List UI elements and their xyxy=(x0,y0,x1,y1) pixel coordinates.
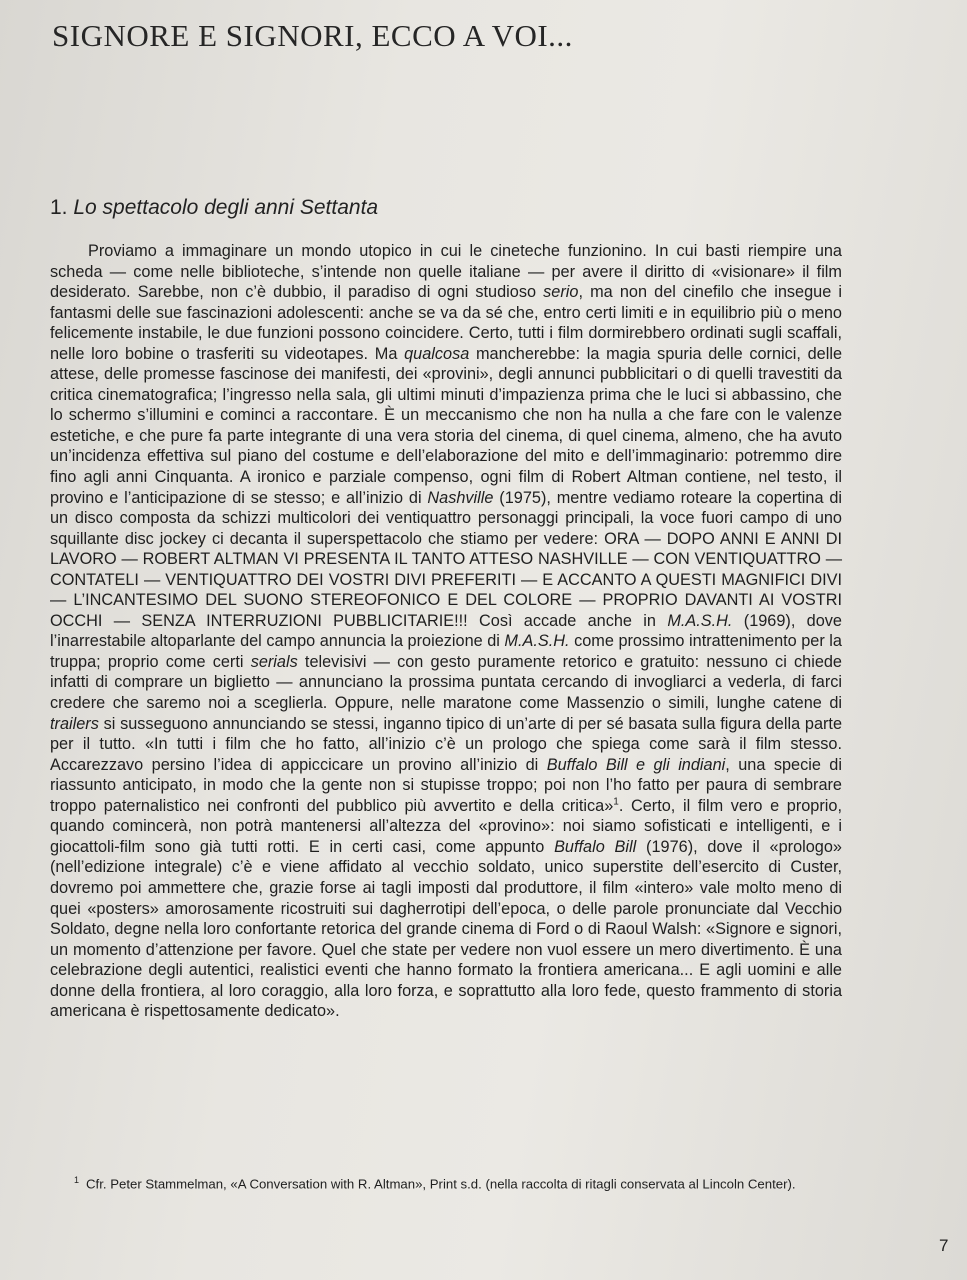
italic-text: serio xyxy=(543,283,579,302)
italic-text: serials xyxy=(250,652,298,671)
italic-text: M.A.S.H. xyxy=(667,611,733,630)
body-paragraph xyxy=(50,241,842,1022)
footnote-text xyxy=(86,1176,796,1191)
italic-text: Buffalo Bill e gli indiani xyxy=(546,755,726,774)
text-run: (1969), dove l’inarrestabile altoparlante del campo annuncia la proiezione di xyxy=(50,611,842,651)
text-run: Proviamo a immaginare un mondo utopico in cui le cineteche funzionino. In cui basti riempire una scheda — come nelle biblioteche, s’intende non quelle italiane — per avere il diritto di «visionare» il film desiderato. Sarebbe, non c’è dubbio, il paradiso di ogni studioso xyxy=(50,242,842,302)
italic-text: Buffalo Bill xyxy=(554,837,637,856)
italic-text: trailers xyxy=(50,714,99,733)
text-run: televisivi — con gesto puramente retorico e gratuito: nessuno ci chiede infatti di comprare un biglietto — annunciano la prossima puntata cercando di invogliarci a vederla, di farci credere che saremo noi a sceglierla. Oppure, nelle maratone come Massenzio o simili, lunghe catene di xyxy=(50,652,842,713)
page-number: 7 xyxy=(939,1236,949,1255)
chapter-title: SIGNORE E SIGNORI, ECCO A VOI... xyxy=(52,18,573,53)
italic-text: Print xyxy=(429,1176,457,1192)
footnote-mark: 1 xyxy=(74,1175,80,1185)
footnote xyxy=(47,1172,845,1192)
section-number: 1. xyxy=(50,196,68,219)
text-run: (1975), mentre vediamo roteare la copertina di un disco composta da schizzi multicolori dei ventiquattro personaggi principali, la voce fuori campo di uno squillante disc jockey ci decanta il superspettacolo che stiamo per vedere: ORA — DOPO ANNI E ANNI DI LAVORO — ROBERT ALTMAN VI PRESENTA IL TANTO ATTESO NASHVILLE — CON VENTIQUATTRO — CONTATELI — VENTIQUATTRO DEI VOSTRI DIVI PREFERITI — E ACCANTO A QUESTI MAGNIFICI DIVI — L’INCANTESIMO DEL SUONO STEREOFONICO E DEL COLORE — PROPRIO DAVANTI AI VOSTRI OCCHI — SENZA INTERRUZIONI PUBBLICITARIE!!! Così accade anche in xyxy=(50,488,842,630)
text-run: s.d. (nella raccolta di ritagli conservata al Lincoln Center). xyxy=(456,1176,796,1192)
italic-text: M.A.S.H. xyxy=(504,632,570,651)
text-run: , una specie di riassunto anticipato, in modo che la gente non si stupisse troppo; poi non l’ho fatto per paura di sembrare troppo paternalistico nei confronti del pubblico più avvertito e della critica» xyxy=(50,755,842,815)
section-title: Lo spettacolo degli anni Settanta xyxy=(73,196,379,219)
text-run: . Certo, il film vero e proprio, quando comincerà, non potrà mantenersi all’altezza del «provino»: noi siamo sofisticati e intelligenti, e i giocattoli-film sono già tutti rotti. E in certi casi, come appunto xyxy=(50,796,842,856)
text-run: Cfr. Peter Stammelman, «A Conversation with R. Altman», xyxy=(86,1176,430,1192)
text-run: come prossimo intrattenimento per la truppa; proprio come certi xyxy=(50,632,842,671)
text-run: , ma non del cinefilo che insegue i fantasmi delle sue fascinazioni adolescenti: anche se va da sé che, entro certi limiti e in equilibrio più o meno felicemente instabile, le due funzioni possono coincidere. Certo, tutti i film dormirebbero ordinati sugli scaffali, nelle loro bobine o trasferiti su videotapes. Ma xyxy=(50,283,843,363)
section-heading xyxy=(50,196,378,220)
body-text xyxy=(50,241,842,1022)
italic-text: qualcosa xyxy=(404,344,470,363)
footnote-reference: 1 xyxy=(613,796,619,808)
text-run: si susseguono annunciando se stessi, inganno tipico di un’arte di per sé basata sulla figura della parte per il tutto. «In tutti i film che ho fatto, all’inizio c’è un prologo che spiega come sarà il film stesso. Accarezzavo persino l’idea di appiccicare un provino all’inizio di xyxy=(50,714,842,774)
text-run: mancherebbe: la magia spuria delle cornici, delle attese, delle promesse fascinose dei manifesti, dei «provini», degli annunci pubblicitari o di quelli travestiti da critica cinematografica; l’ingresso nella sala, gli ultimi minuti d’impazienza prima che le luci si abbassino, che lo schermo s’illumini e cominci a raccontare. È un meccanismo che non ha nulla a che fare con le valenze estetiche, e che pure fa parte integrante di una vera storia del cinema, di quel cinema, almeno, che ha avuto un’incidenza effettiva sul piano del costume e dell’elaborazione del mito e dell’immaginario: potremmo dire fino agli anni Cinquanta. A ironico e parziale compenso, ogni film di Robert Altman contiene, nel testo, il provino e l’anticipazione di se stesso; e all’inizio di xyxy=(50,344,843,507)
italic-text: Nashville xyxy=(427,488,494,507)
text-run: (1976), dove il «prologo» (nell’edizione integrale) c’è e viene affidato al vecchio soldato, unico superstite dell’esercito di Custer, dovremo poi ammettere che, grazie forse ai tagli imposti dal produttore, il film «intero» vale molto meno di quei «posters» amorosamente ricostruiti sui dagherrotipi dell’epoca, o delle parole pronunciate dal Vecchio Soldato, degne nella loro confortante retorica del grande cinema di Ford o di Raoul Walsh: «Signore e signori, un momento d’attenzione per favore. Quel che state per vedere non vuol essere un mero divertimento. È una celebrazione degli autentici, realistici eventi che hanno formato la frontiera americana... E agli uomini e alle donne della frontiera, al loro coraggio, alla loro forza, e soprattutto alla loro fede, questo frammento di storia americana è rispettosamente dedicato». xyxy=(50,837,842,1021)
